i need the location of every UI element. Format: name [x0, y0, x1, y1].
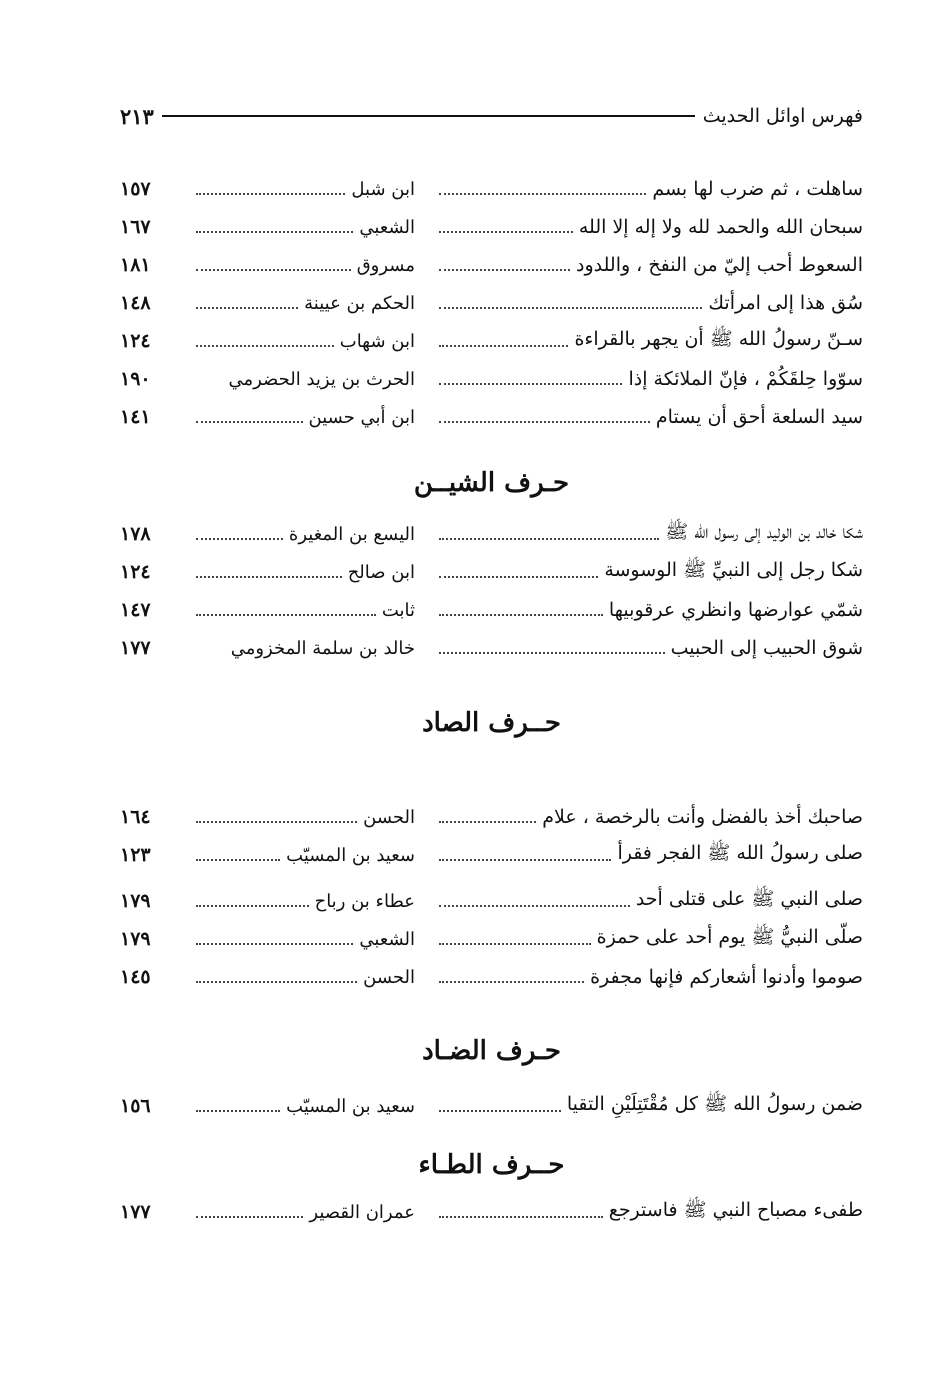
- dot-leader: [196, 345, 334, 347]
- index-entry: [120, 958, 863, 996]
- page-reference: ١٢٤: [120, 330, 151, 352]
- hadith-opening: صلى النبي ﷺ على قتلى أحد: [635, 888, 863, 910]
- index-entry: [120, 515, 863, 553]
- hadith-opening: ضمن رسولُ الله ﷺ كل مُقْتَتِلَيْنِ التقيا: [566, 1093, 863, 1115]
- section-shin: [120, 463, 863, 667]
- page-reference: ١٥٦: [120, 1095, 151, 1117]
- index-entry: [120, 246, 863, 284]
- page-reference: ١٩٠: [120, 368, 151, 390]
- hadith-opening: سوّوا حِلقَكُمْ ، فإنّ الملائكة إذا: [628, 368, 863, 390]
- index-entry: [120, 284, 863, 322]
- narrator-name: الشعبي: [359, 928, 415, 950]
- section-heading: حـرف الشيــن: [413, 468, 570, 498]
- dot-leader: [196, 231, 353, 233]
- hadith-opening: صوموا وأدنوا أشعاركم فإنها مجفرة: [590, 966, 863, 988]
- index-entry: [120, 553, 863, 591]
- dot-leader: [196, 421, 303, 423]
- dot-leader: [439, 943, 591, 945]
- dot-leader: [439, 859, 611, 861]
- section-ta: [120, 1145, 863, 1231]
- dot-leader: [196, 1110, 280, 1112]
- narrator-name: ابن أبي حسين: [308, 406, 415, 428]
- dot-leader: [196, 307, 298, 309]
- section-sad: [120, 703, 863, 996]
- narrator-name: عمران القصير: [309, 1201, 415, 1223]
- narrator-name: الحرث بن يزيد الحضرمي: [228, 368, 415, 390]
- dot-leader: [196, 981, 357, 983]
- section-heading: حــرف الطـاء: [418, 1150, 565, 1180]
- narrator-name: ابن صالح: [347, 561, 415, 583]
- hadith-opening: صلّى النبيُّ ﷺ يوم أحد على حمزة: [596, 926, 863, 948]
- hadith-opening: السعوط أحب إليّ من النفخ ، واللدود: [576, 254, 863, 276]
- page-reference: ١٧٧: [120, 637, 151, 659]
- dot-leader: [196, 859, 280, 861]
- dot-leader: [439, 345, 568, 347]
- dot-leader: [439, 981, 584, 983]
- narrator-name: عطاء بن رباح: [314, 890, 415, 912]
- page-reference: ١٧٩: [120, 928, 151, 950]
- narrator-name: ابن شهاب: [339, 330, 415, 352]
- dot-leader: [439, 1110, 561, 1112]
- dot-leader: [439, 905, 630, 907]
- index-entry: [120, 208, 863, 246]
- dot-leader: [439, 652, 665, 654]
- dot-leader: [196, 614, 376, 616]
- header-title: فهرس اوائل الحديث: [702, 105, 863, 127]
- hadith-opening: سيد السلعة أحق أن يستام: [655, 406, 863, 428]
- hadith-opening: سُق هذا إلى امرأتك: [708, 292, 863, 314]
- page-reference: ١٦٤: [120, 806, 151, 828]
- index-entry: [120, 1193, 863, 1231]
- page-reference: ١٧٩: [120, 890, 151, 912]
- page-reference: ١٤٨: [120, 292, 151, 314]
- page-reference: ١٢٤: [120, 561, 151, 583]
- page-reference: ١٤٧: [120, 599, 151, 621]
- narrator-name: الحسن: [363, 806, 415, 828]
- page-reference: ١٤١: [120, 406, 151, 428]
- dot-leader: [196, 821, 357, 823]
- dot-leader: [439, 538, 659, 540]
- running-header: [120, 96, 863, 136]
- hadith-opening: صلى رسولُ الله ﷺ الفجر فقرأ: [617, 842, 863, 864]
- page-reference: ١٤٥: [120, 966, 151, 988]
- dot-leader: [196, 538, 283, 540]
- narrator-name: خالد بن سلمة المخزومي: [230, 637, 415, 659]
- page-reference: ١٥٧: [120, 178, 151, 200]
- dot-leader: [196, 943, 353, 945]
- section-dad: [120, 1031, 863, 1125]
- page-reference: ١٦٧: [120, 216, 151, 238]
- section-heading: حـرف الضـاد: [422, 1036, 561, 1066]
- narrator-name: سعيد بن المسيّب: [286, 844, 415, 866]
- page-reference: ١٧٨: [120, 523, 151, 545]
- index-entry: [120, 1087, 863, 1125]
- index-entry: [120, 836, 863, 874]
- hadith-opening: شكا خالد بن الوليد إلى رسول الله ﷺ: [665, 521, 863, 543]
- page-reference: ١٨١: [120, 254, 151, 276]
- narrator-name: الحكم بن عيينة: [304, 292, 415, 314]
- section-sin-continued: [120, 170, 863, 436]
- dot-leader: [439, 821, 536, 823]
- narrator-name: سعيد بن المسيّب: [286, 1095, 415, 1117]
- index-entry: [120, 882, 863, 920]
- dot-leader: [196, 905, 309, 907]
- hadith-opening: طفىء مصباح النبي ﷺ فاسترجع: [608, 1199, 863, 1221]
- narrator-name: اليسع بن المغيرة: [288, 523, 415, 545]
- dot-leader: [196, 576, 342, 578]
- narrator-name: ابن شبل: [351, 178, 415, 200]
- dot-leader: [439, 307, 702, 309]
- hadith-opening: صاحبك أخذ بالفضل وأنت بالرخصة ، علام: [542, 806, 863, 828]
- narrator-name: الحسن: [363, 966, 415, 988]
- narrator-name: ثابت: [381, 599, 415, 621]
- dot-leader: [196, 269, 351, 271]
- dot-leader: [439, 614, 603, 616]
- dot-leader: [439, 193, 646, 195]
- dot-leader: [439, 231, 573, 233]
- narrator-name: الشعبي: [359, 216, 415, 238]
- index-entry: [120, 629, 863, 667]
- hadith-opening: شكا رجل إلى النبيِّ ﷺ الوسوسة: [604, 559, 863, 581]
- index-entry: [120, 920, 863, 958]
- page-reference: ١٧٧: [120, 1201, 151, 1223]
- narrator-name: مسروق: [356, 254, 415, 276]
- index-entry: [120, 360, 863, 398]
- dot-leader: [439, 269, 570, 271]
- hadith-opening: سبحان الله والحمد لله ولا إله إلا الله: [578, 216, 863, 238]
- index-entry: [120, 798, 863, 836]
- section-heading: حــرف الصاد: [422, 708, 561, 738]
- dot-leader: [196, 193, 345, 195]
- page-number: ٢١٣: [120, 103, 154, 129]
- dot-leader: [439, 576, 598, 578]
- page-reference: ١٢٣: [120, 844, 151, 866]
- dot-leader: [439, 1216, 603, 1218]
- index-entry: [120, 170, 863, 208]
- dot-leader: [439, 383, 622, 385]
- hadith-opening: ساهلت ، ثم ضرب لها بسم: [652, 178, 863, 200]
- header-rule: [162, 115, 695, 117]
- dot-leader: [439, 421, 650, 423]
- index-entry: [120, 398, 863, 436]
- hadith-opening: سـنّ رسولُ الله ﷺ أن يجهر بالقراءة: [574, 328, 863, 350]
- hadith-opening: شوق الحبيب إلى الحبيب: [670, 637, 863, 659]
- dot-leader: [196, 1216, 303, 1218]
- hadith-opening: شمّي عوارضها وانظري عرقوبيها: [608, 599, 863, 621]
- index-entry: [120, 322, 863, 360]
- index-entry: [120, 591, 863, 629]
